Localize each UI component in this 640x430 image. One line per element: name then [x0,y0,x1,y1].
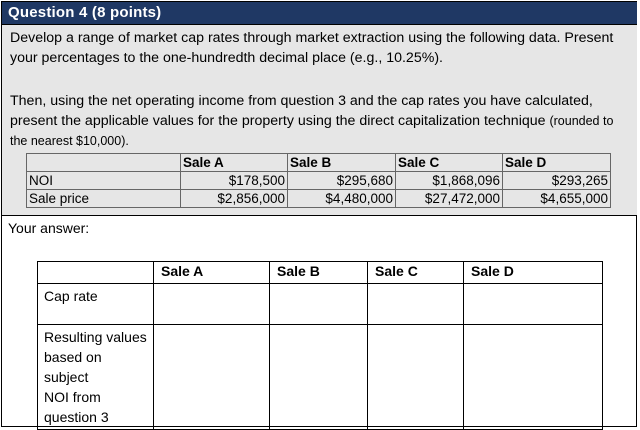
value-sale-d-cell[interactable] [464,325,603,430]
answer-header-row [38,262,603,284]
cap-rate-sale-d-cell[interactable] [464,284,603,325]
question-box [2,2,637,216]
answer-header-sale-c: Sale C [368,262,464,284]
table-row [27,190,611,208]
answer-header-sale-b: Sale B [270,262,368,284]
price-sale-c: $27,472,000 [396,190,503,208]
resulting-values-line-2: based on subject [44,349,102,385]
price-sale-d: $4,655,000 [503,190,611,208]
answer-header-empty [38,262,154,284]
answer-row-cap-rate [38,284,603,325]
answer-row-resulting-values [38,325,603,430]
cap-rate-sale-c-cell[interactable] [368,284,464,325]
resulting-values-label [38,325,154,430]
noi-sale-d: $293,265 [503,172,611,190]
row-label-noi: NOI [27,172,181,190]
resulting-values-line-4: question 3 [44,409,109,425]
cap-rate-sale-a-cell[interactable] [154,284,270,325]
question-title: Question 4 (8 points) [8,4,162,21]
resulting-values-line-1: Resulting values [44,329,147,345]
paragraph-2-main: Then, using the net operating income from question 3 and the cap rates you have calculated, present the applicable values for the property using the direct capitalization technique [10,93,593,129]
price-sale-a: $2,856,000 [181,190,288,208]
sales-header-sale-a: Sale A [181,154,288,172]
cap-rate-label: Cap rate [38,284,154,325]
value-sale-b-cell[interactable] [270,325,368,430]
noi-sale-b: $295,680 [288,172,396,190]
value-sale-c-cell[interactable] [368,325,464,430]
sales-header-empty [27,154,181,172]
row-label-sale-price: Sale price [27,190,181,208]
answer-header-sale-a: Sale A [154,262,270,284]
your-answer-label: Your answer: [8,220,90,236]
resulting-values-line-3: NOI from [44,389,101,405]
question-header [2,2,637,25]
sales-header-sale-b: Sale B [288,154,396,172]
sales-data-table [26,153,611,208]
paragraph-2-rounding-note: (rounded to the nearest $10,000). [10,114,614,148]
question-paragraph-2 [10,91,628,151]
question-paragraph-1: Develop a range of market cap rates through market extraction using the following data. Present your percentages to the one-hundredth decimal place (e.g., 10.25%). [10,30,614,66]
sales-header-sale-c: Sale C [396,154,503,172]
noi-sale-c: $1,868,096 [396,172,503,190]
answer-header-sale-d: Sale D [464,262,603,284]
value-sale-a-cell[interactable] [154,325,270,430]
table-row [27,172,611,190]
price-sale-b: $4,480,000 [288,190,396,208]
sales-header-sale-d: Sale D [503,154,611,172]
cap-rate-sale-b-cell[interactable] [270,284,368,325]
noi-sale-a: $178,500 [181,172,288,190]
answer-table [37,261,603,430]
sales-header-row [27,154,611,172]
